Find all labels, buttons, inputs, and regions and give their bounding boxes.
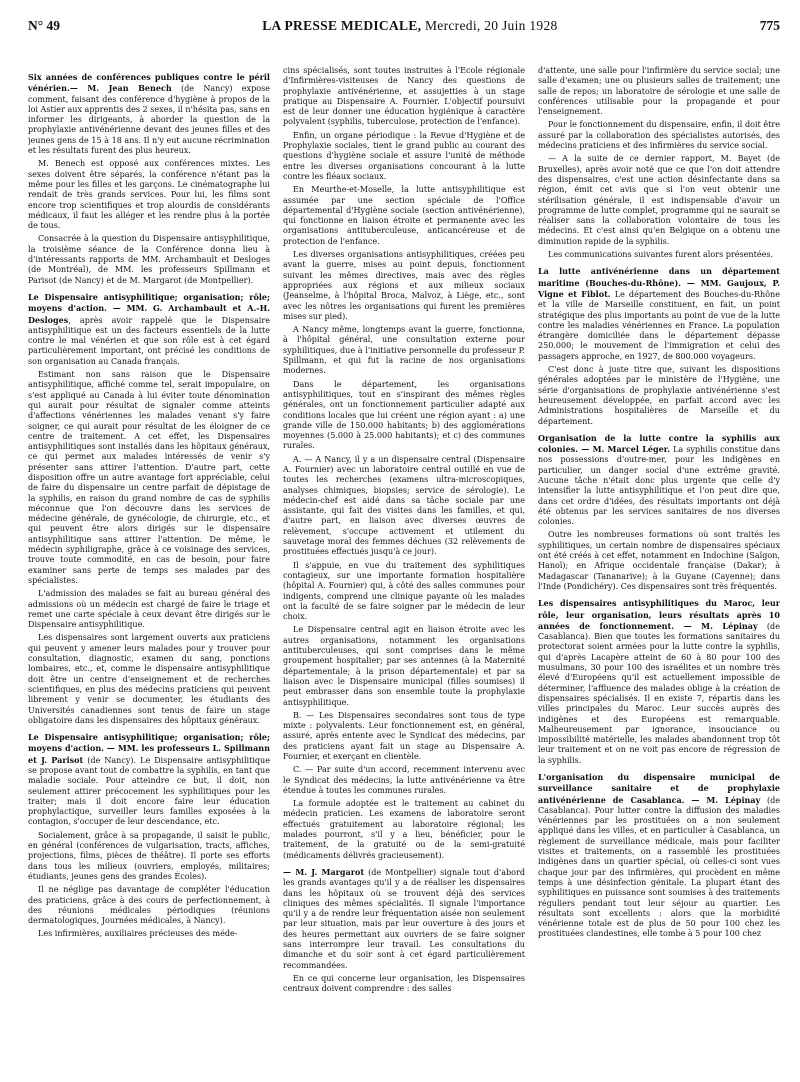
section-heading: Organisation de la lutte contre la syphilis aux colonies. — M. Marcel Léger.: [538, 432, 780, 455]
paragraph-text: C'est donc à juste titre que, suivant les dispositions générales adoptées par le ministère de l'Hygiène, une série d'organisations de prophylaxie antivénérienne s'est heureusement développée, en parfait accord avec les Administrations hospitalières de Marseille et du département.: [538, 365, 780, 426]
section-paragraph: [538, 266, 780, 362]
section-paragraph: [538, 772, 780, 940]
section-heading: Le Dispensaire antisyphilitique; organisation; rôle; moyens d'action. — MM. G. Archambault et A.-H. Desloges: [28, 291, 270, 325]
paragraph-text: Les diverses organisations antisyphilitiques, créées peu avant la guerre, mises au point depuis, fonctionnent suivant les mêmes directives, mais avec des règles appropriées aux régions et aux milieux sociaux (Jeanselme, à l'hôpital Broca, Malvoz, à Liège, etc., sont avec les nôtres les organisations qui furent les premières mises sur pied).: [283, 250, 525, 321]
section-heading: Le Dispensaire antisyphilitique; organisation; rôle; moyens d'action. — MM. les professeurs L. Spillmann et J. Parisot: [28, 732, 270, 765]
paragraph-text: A Nancy même, longtemps avant la guerre, fonctionna, à l'hôpital général, une consultation externe pour syphilitiques, due à l'initiative personnelle du professeur P. Spillmann, et qui fut la racine de nos organisations modernes.: [283, 325, 525, 376]
paragraph: [538, 530, 780, 592]
section-heading: Six années de conférences publiques contre le péril vénérien.— M. Jean Benech: [28, 72, 270, 94]
paragraph: [538, 66, 780, 117]
paragraph: [28, 831, 270, 882]
section-heading: — M. J. Margarot: [283, 866, 365, 877]
issue-date: Mercredi, 20 Juin 1928: [425, 18, 558, 33]
paragraph-text: Les communications suivantes furent alors présentées.: [548, 250, 774, 260]
paragraph-text: Outre les nombreuses formations où sont traités les syphilitiques, un certain nombre de dispensaires spéciaux ont été créés à cet effet, notamment en Indochine (Saïgon, Hanoï); en Afrique occidentale française (Dakar); à Madagascar (Tananarive); à la Guyane (Cayenne); dans l'Inde (Pondichéry). Ces dispensaires sont très fréquentés.: [538, 530, 780, 591]
paragraph: [283, 625, 525, 707]
section-paragraph: [28, 732, 270, 828]
paragraph-text: Le département des Bouches-du-Rhône et la ville de Marseille constituent, en fait, un point stratégique des plus importants au point de vue de la lutte contre les maladies vénériennes en France. La population étrangère domiciliée dans le département dépasse 250.000; le mouvement de l'immigration et celui des passagers approche, en 1927, de 800.000 voyageurs.: [538, 289, 780, 361]
paragraph-text: B. — Les Dispensaires secondaires sont tous de type mixte : polyvalents. Leur fonctionnement est, en général, assuré, après entente avec le Syndicat des médecins, par des praticiens ayant fait un stage au Dispensaire A. Fournier, et exerçant en clientèle.: [283, 710, 525, 761]
paragraph-text: Consacrée à la question du Dispensaire antisyphilitique, la troisième séance de la Conférence donna lieu à d'intéressants rapports de MM. Archambault et Desloges (de Montréal), de MM. les professeurs Spillmann et Parisot (de Nancy) et de M. Margarot (de Montpellier).: [28, 234, 270, 285]
paragraph-text: Il s'appuie, en vue du traitement des syphilitiques contagieux, sur une importante formation hospitalière (hôpital A. Fournier) qui, à côté des salles communes pour indigents, comprend une clinique payante où les malades ont la faculté de se faire soigner par le médecin de leur choix.: [283, 560, 525, 622]
paragraph: [283, 380, 525, 452]
paragraph-text: Socialement, grâce à sa propagande, il saisit le public, en général (conférences de vulgarisation, tracts, affiches, projections, films, pièces de théâtre). Il porte ses efforts dans tous les milieux (ouvriers, employés, militaires; étudiants, jeunes gens des grandes Écoles).: [28, 830, 270, 881]
paragraph: [283, 765, 525, 796]
section-paragraph: [28, 72, 270, 156]
section-heading: La lutte antivénérienne dans un département maritime (Bouches-du-Rhône). — MM. Gaujoux, P. Vigne et Fiblot.: [538, 266, 780, 299]
paragraph: [28, 159, 270, 231]
paragraph: [538, 250, 780, 260]
paragraph-text: Dans le département, les organisations antisyphilitiques, tout en s'inspirant des mêmes règles générales, ont un fonctionnement particulier adapté aux conditions locales que lui créent une région ayant : a) une grande ville de 150.000 habitants; b) des agglomérations moyennes (5.000 à 25.000 habitants); et c) des communes rurales.: [283, 379, 525, 451]
journal-title: [262, 18, 557, 34]
paragraph: [283, 799, 525, 861]
paragraph: [283, 974, 525, 995]
paragraph-text: (de Casablanca). Pour lutter contre la diffusion des maladies vénériennes par les prostituées on a non seulement appliqué dans les villes, et en particulier à Casablanca, un règlement de surveillance médicale, mais pour faciliter visites et traitements, on a rassemblé les prostituées indigènes dans un quartier spécial, où celles-ci sont vues chaque jour par des infirmières, qui procèdent en même temps à une désinfection génitale. La plupart étant des syphilitiques en puissance sont soumises à des traitements réguliers pendant tout leur séjour au quartier. Les résultats sont excellents : alors que la morbidité vénérienne totale est de plus de 50 pour 100 chez les prostituées clandestines, elle tombe à 5 pour 100 chez: [538, 795, 780, 939]
paragraph-text: La formule adoptée est le traitement au cabinet du médecin praticien. Les examens de laboratoire seront effectués gratuitement au laboratoire régional; les malades pourront, s'il y a lieu, bénéficier, pour le traitement, de la gratuité ou de la semi-gratuité (médicaments délivrés gracieusement).: [283, 799, 525, 860]
page-number: 775: [759, 18, 780, 33]
paragraph-text: — A la suite de ce dernier rapport, M. Bayet (de Bruxelles), après avoir noté que ce que l'on doit attendre des dispensaires, c'est une action désinfectante dans sa région, émit cet avis que si l'on veut obtenir une stérilisation générale, il est indispensable d'avoir un programme de lutte complet, programme qui ne saurait se réaliser sans la collaboration volontaire de tous les médecins. Et c'est ainsi qu'en Belgique on a obtenu une diminution rapide de la syphilis.: [538, 154, 780, 246]
paragraph: [283, 711, 525, 762]
paragraph: [28, 885, 270, 926]
section-paragraph: [538, 433, 780, 528]
paragraph: [28, 370, 270, 586]
paragraph-text: , après avoir rappelé que le Dispensaire antisyphilitique est un des facteurs essentiels de la lutte contre le mal vénérien et que son rôle est à cet égard particulièrement important, ont précisé les conditions de son organisation au Canada français.: [28, 315, 270, 366]
paragraph-text: (de Casablanca). Bien que toutes les formations sanitaires du protectorat soient armées pour la lutte contre la syphilis, qui d'après Lacapère atteint de 60 à 80 pour 100 des musulmans, 30 pour 100 des israélites et un nombre très élevé d'Européens qu'il est actuellement impossible de déterminer, l'affluence des malades oblige à la création de dispensaires spécialisés. Il en existe 7, répartis dans les villes principales du Maroc. Leur succès auprès des indigènes et des Européens est remarquable. Malheureusement par ignorance, insouciance ou impossibilité matérielle, les malades abandonnent trop tôt leur traitement et on ne voit pas encore de régression de la syphilis.: [538, 621, 780, 765]
column-1: [28, 66, 270, 1078]
paragraph-text: L'admission des malades se fait au bureau général des admissions où un médecin est chargé de faire le triage et remet une carte spéciale à ceux devant être dirigés sur le Dispensaire antisyphilitique.: [28, 589, 270, 630]
paragraph-text: La syphilis constitue dans nos possessions d'outre-mer, pour les indigènes en particulier, un danger social d'une extrême gravité. Aucune tâche n'était donc plus urgente que celle d'y intensifier la lutte antisyphilitique et l'on peut dire que, dans cet ordre d'idées, des résultats importants ont déjà été obtenus par les services sanitaires de nos diverses colonies.: [538, 445, 780, 527]
paragraph-text: (de Montpellier) signale tout d'abord les grands avantages qu'il y a de réaliser les dispensaires dans les hôpitaux où se trouvent déjà des services cliniques des mêmes spécialités. Il signale l'importance qu'il y a de rendre leur fréquentation aisée non seulement par leur situation, mais par leur ouverture à des jours et des heures permettant aux ouvriers de se faire soigner sans interrompre leur travail. Les consultations du dimanche et du soir sont à cet égard particulièrement recommandées.: [283, 867, 525, 970]
paragraph-text: En Meurthe-et-Moselle, la lutte antisyphilitique est assumée par une section spéciale de l'Office départemental d'Hygiène sociale (section antivénérienne), qui fonctionne en liaison étroite et permanente avec les organisations antituberculeuse, anticancéreuse et de protection de l'enfance.: [283, 185, 525, 246]
paragraph-text: Enfin, un organe périodique : la Revue d'Hygiène et de Prophylaxie sociales, tient le grand public au courant des questions d'hygiène sociale et assure l'unité de méthode entre les diverses organisations concourant à la lutte contre les fléaux sociaux.: [283, 130, 525, 181]
section-heading: Les dispensaires antisyphilitiques du Maroc, leur rôle, leur organisation, leurs résultats après 10 années de fonctionnement. — M. Lépinay: [538, 598, 780, 631]
paragraph-text: A. — A Nancy, il y a un dispensaire central (Dispensaire A. Fournier) avec un laboratoire central outillé en vue de toutes les recherches (examens ultra-microscopiques, analyses chimiques, biopsies; service de sérologie). Le médecin-chef est aidé dans sa tâche sociale par une assistante, qui fait des visites dans les familles, et qui, d'autre part, en liaison avec diverses œuvres de relèvement, s'occupe activement et utilement du sauvetage moral des femmes déchues (32 relèvements de prostituées effectués jusqu'à ce jour).: [283, 454, 525, 557]
section-paragraph: [28, 292, 270, 367]
paragraph: [28, 929, 270, 939]
paragraph: [538, 365, 780, 427]
section-paragraph: [538, 598, 780, 766]
journal-name: LA PRESSE MEDICALE,: [262, 18, 422, 33]
paragraph-text: d'attente, une salle pour l'infirmière du service social; une salle d'examen; une ou plusieurs salles de traitement; une salle de repos; un laboratoire de sérologie et une salle de conférences utilisable pour la propagande et pour l'enseignement.: [538, 66, 780, 117]
issue-number: N° 49: [28, 18, 61, 33]
paragraph: [28, 234, 270, 285]
paragraph: [283, 131, 525, 182]
paragraph-text: cins spécialisés, sont toutes instruites à l'École régionale d'Infirmières-visiteuses de Nancy des questions de prophylaxie antivénérienne, et assujetties à un stage pratique au Dispensaire A. Fournier. L'objectif poursuivi est de leur donner une éducation hygiénique à caractère polyvalent (syphilis, tuberculose, protection de l'enfance).: [283, 66, 525, 127]
paragraph-text: M. Benech est opposé aux conférences mixtes. Les sexes doivent être séparés, la conférence n'étant pas la même pour les filles et les garçons. Le cinématographe lui rendait de très grands services. Pour lui, les films sont encore trop scientifiques et trop alourdis de considérants médicaux, il faut les alléger et les rendre plus à la portée de tous.: [28, 159, 270, 231]
paragraph: [28, 589, 270, 630]
paragraph-text: (de Nancy) expose comment, faisant des conférence d'hygiène à propos de la loi Astier aux apprentis des 2 sexes, il n'hésita pas, sans en informer les dirigeants, à aborder la question de la prophylaxie antivénérienne devant des jeunes filles et des jeunes gens de 15 à 18 ans. Il n'y eut aucune récrimination et les résultats furent des plus heureux.: [28, 84, 270, 156]
paragraph: [283, 250, 525, 322]
paragraph-text: Il ne néglige pas davantage de compléter l'éducation des praticiens, grâce à des cours de perfectionnement, à des réunions médicales périodiques (réunions dermatologiques, Journées médicales, à Nancy).: [28, 885, 270, 926]
paragraph-text: Estimant non sans raison que le Dispensaire antisyphilitique, affiché comme tel, serait impopulaire, on s'est appliqué au Canada à lui éviter toute dénomination qui aurait pour résultat de signaler comme atteints d'affections vénériennes les malades venant s'y faire soigner, ce qui aurait pour résultat de les éloigner de ce centre de traitement. A cet effet, les Dispensaires antisyphilitiques sont installés dans les hôpitaux généraux, ce qui permet aux malades intéressés de venir s'y présenter sans attirer l'attention. D'autre part, cette disposition offre un autre avantage fort appréciable, celui de faire du dispensaire un centre parfait de dépistage de la syphilis, en raison du grand nombre de cas de syphilis méconnue que l'on découvre dans les services de médecine générale, de gynécologie, de chirurgie, etc., et qui peuvent être alors dirigés sur le dispensaire antisyphilitique sans attirer l'attention. De même, le médecin syphiligraphe, grâce à ce voisinage des services, trouve toute commodité, en cas de besoin, pour faire examiner sans perte de temps ses malades par des spécialistes.: [28, 370, 270, 585]
section-paragraph: [283, 867, 525, 971]
paragraph: [538, 154, 780, 247]
paragraph-text: Les infirmières, auxiliaires précieuses des méde-: [38, 929, 238, 939]
paragraph: [538, 120, 780, 151]
paragraph: [283, 66, 525, 128]
paragraph-text: (de Nancy). Le Dispensaire antisyphilitique se propose avant tout de combattre la syphilis, en tant que maladie sociale. Pour atteindre ce but, il doit, non seulement attirer précocement les syphilitiques pour les traiter; mais il doit encore faire leur éducation prophylactique, surveiller leurs familles exposées à la contagion, s'occuper de leur descendance, etc.: [28, 755, 270, 827]
column-2: [283, 66, 525, 1078]
page-header: [28, 18, 780, 40]
paragraph: [28, 633, 270, 726]
paragraph: [283, 185, 525, 247]
column-3: [538, 66, 780, 1078]
paragraph: [283, 325, 525, 376]
paragraph: [283, 455, 525, 558]
paragraph: [283, 561, 525, 623]
paragraph-text: C. — Par suite d'un accord, recemment intervenu avec le Syndicat des médecins, la lutte antivénérienne va être étendue à toutes les communes rurales.: [283, 765, 525, 795]
paragraph-text: Le Dispensaire central agit en liaison étroite avec les autres organisations, notamment les organisations antituberculeuses, qui sont comprises dans le même groupement hospitalier; par ses antennes (à la Maternité départementale; à la prison départementale) et par sa liaison avec le Dispensaire municipal (filles soumises) il peut embrasser dans son ensemble toute la prophylaxie antisyphilitique.: [283, 625, 525, 707]
paragraph-text: Les dispensaires sont largement ouverts aux praticiens qui peuvent y amener leurs malades pour y trouver pour consultation, diagnostic, examen du sang, ponctions lombaires, etc., et, comme le dispensaire antisyphilitique doit être un centre d'enseignement et de recherches scientifiques, en plus des médecins praticiens qui peuvent librement y venir se documenter, les étudiants des Universités canadiennes sont tenus de faire un stage obligatoire dans les dispensaires des hôpitaux généraux.: [28, 633, 270, 725]
article-columns: [28, 66, 780, 1078]
paragraph-text: En ce qui concerne leur organisation, les Dispensaires centraux doivent comprendre : des salles: [283, 973, 525, 994]
paragraph-text: Pour le fonctionnement du dispensaire, enfin, il doit être assuré par la collaboration des spécialistes autorisés, des médecins praticiens et des infirmières du service social.: [538, 120, 780, 151]
section-heading: L'organisation du dispensaire municipal de surveillance sanitaire et de prophylaxie antivénérienne de Casablanca. — M. Lépinay: [538, 772, 780, 805]
